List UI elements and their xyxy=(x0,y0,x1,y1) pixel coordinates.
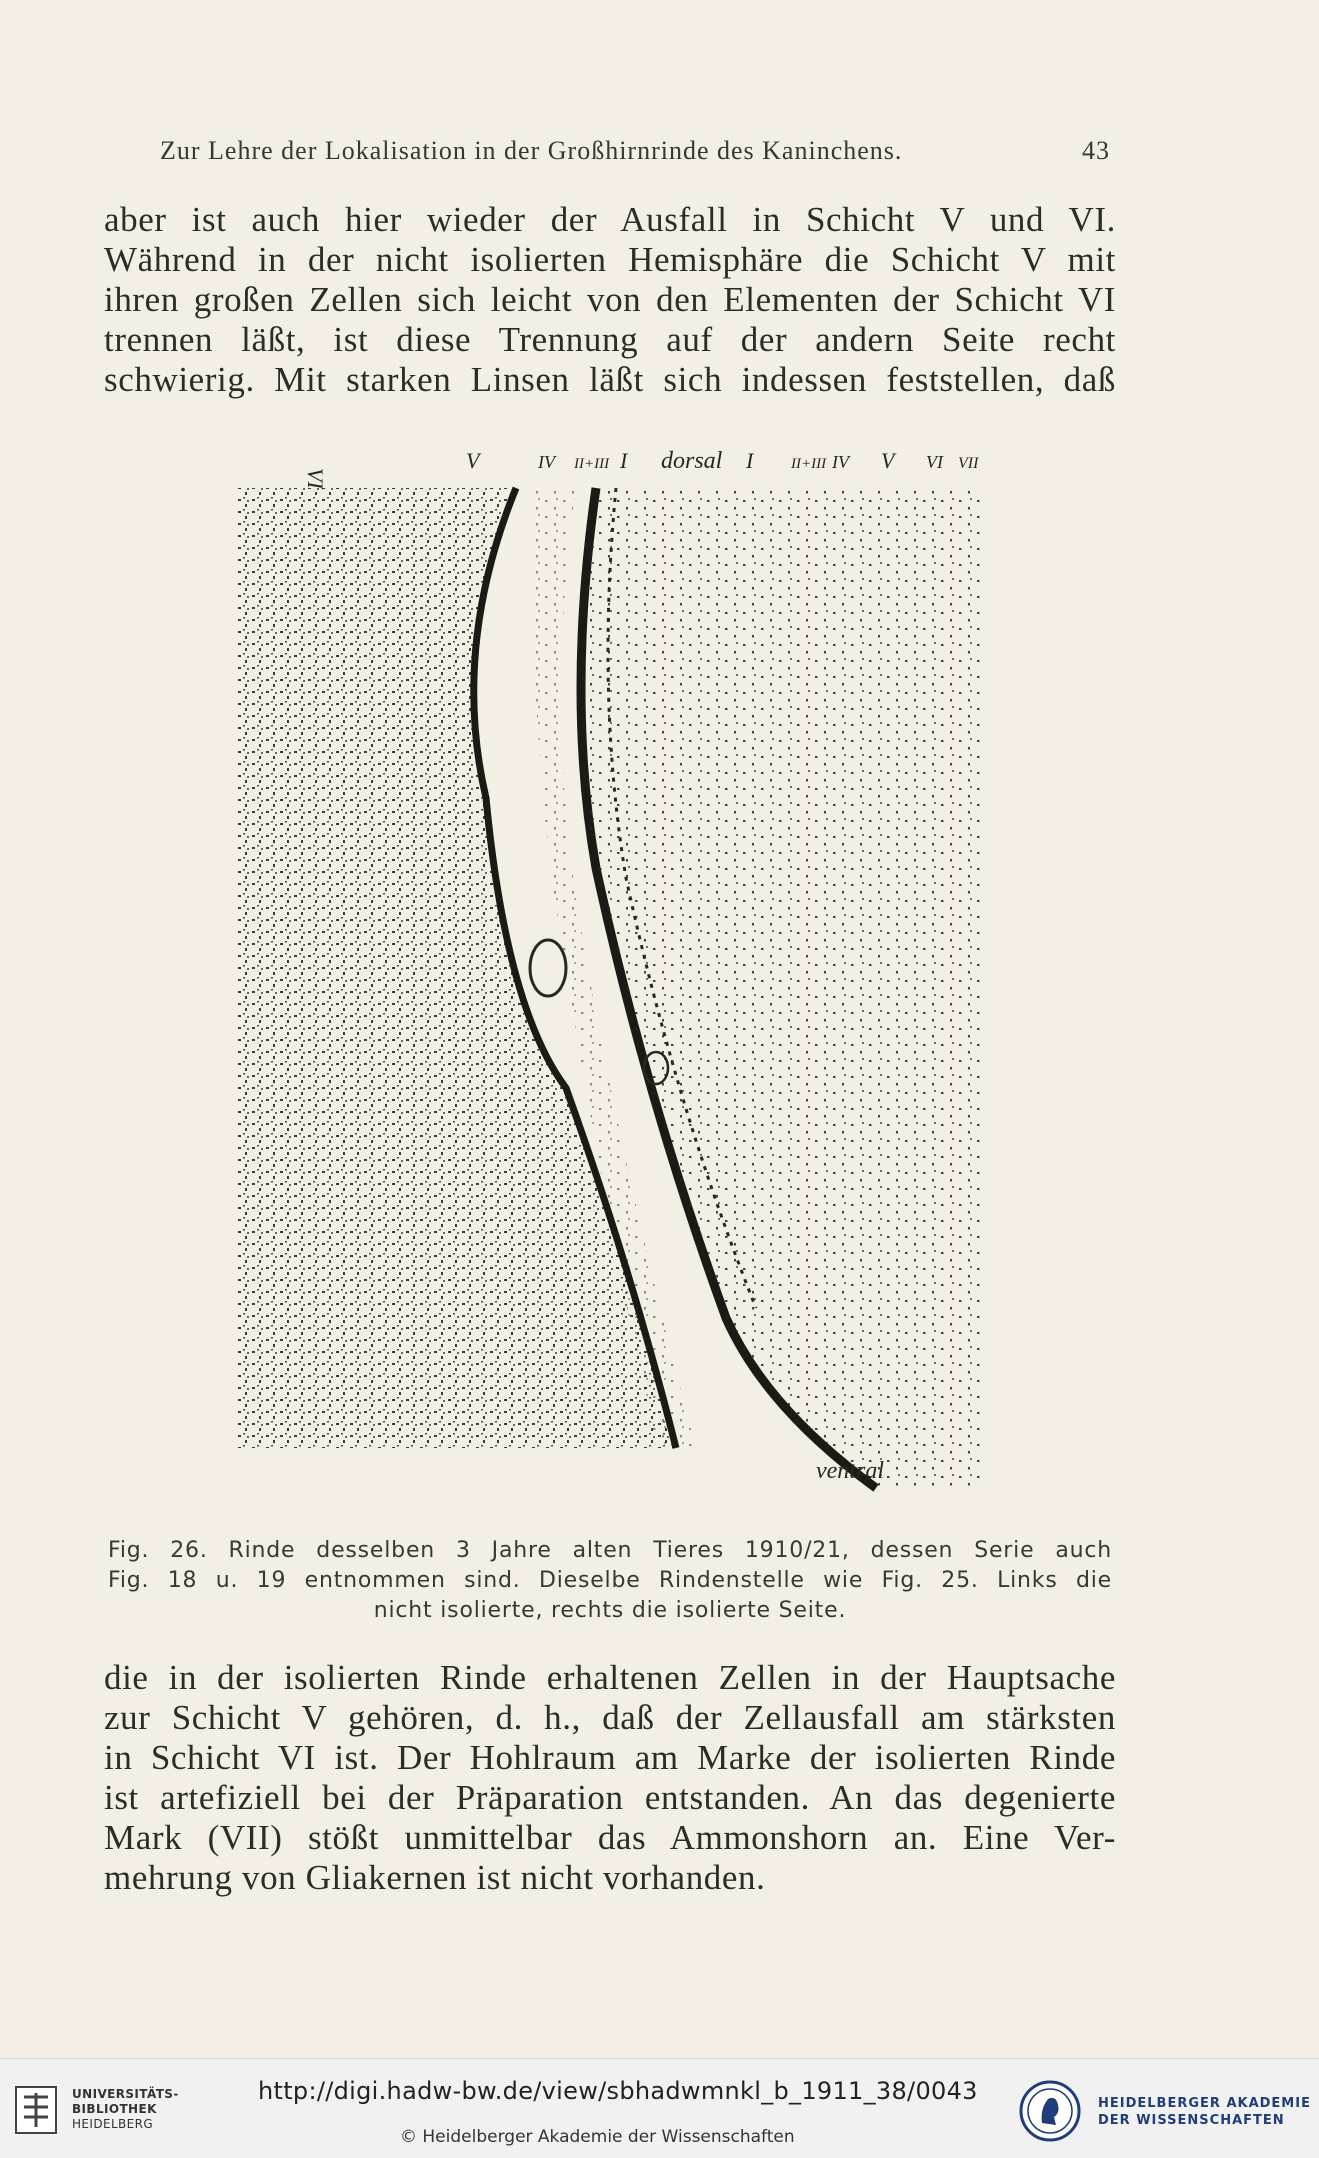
label-layer-ii-iii-left: II+III xyxy=(574,456,610,472)
text-line: in Schicht VI ist. Der Hohlraum am Marke der isolierten Rinde xyxy=(104,1738,1116,1777)
ub-line-3: HEIDELBERG xyxy=(72,2117,154,2131)
paragraph-top xyxy=(104,200,1116,400)
ub-line-2: BIBLIOTHEK xyxy=(72,2102,157,2116)
label-layer-iv-left: IV xyxy=(538,452,555,472)
text-line: die in der isolierten Rinde erhaltenen Zellen in der Hauptsache xyxy=(104,1658,1116,1697)
label-layer-i-left: I xyxy=(620,448,628,473)
text-line: Mark (VII) stößt unmittelbar das Ammonshorn an. Eine Ver- xyxy=(104,1818,1116,1857)
label-layer-iv-right: IV xyxy=(832,452,849,472)
cortex-section-figure xyxy=(236,448,984,1508)
text-line: ihren großen Zellen sich leicht von den Elementen der Schicht VI xyxy=(104,280,1116,319)
label-ventral: ventral xyxy=(816,1458,884,1484)
caption-line: Fig. 26. Rinde desselben 3 Jahre alten Tieres 1910/21, dessen Serie auch xyxy=(108,1538,1112,1563)
label-layer-vii-right: VII xyxy=(958,455,979,472)
document-url-link[interactable]: http://digi.hadw-bw.de/view/sbhadwmnkl_b_1911_38/0043 xyxy=(258,2077,978,2105)
academy-label[interactable] xyxy=(1098,2095,1311,2129)
text-line: Während in der nicht isolierten Hemisphäre die Schicht V mit xyxy=(104,240,1116,279)
text-line: mehrung von Gliakernen ist nicht vorhanden. xyxy=(104,1858,766,1897)
university-library-logo-icon[interactable] xyxy=(14,2085,58,2135)
academy-line-1: HEIDELBERGER AKADEMIE xyxy=(1098,2096,1311,2111)
label-layer-i-right: I xyxy=(746,448,754,473)
running-head-title: Zur Lehre der Lokalisation in der Großhirnrinde des Kaninchens. xyxy=(160,136,903,165)
copyright-text: © Heidelberger Akademie der Wissenschaften xyxy=(400,2127,795,2147)
label-layer-v-left: V xyxy=(466,448,480,473)
academy-line-2: DER WISSENSCHAFTEN xyxy=(1098,2113,1285,2128)
ub-line-1: UNIVERSITÄTS- xyxy=(72,2087,179,2101)
label-layer-ii-iii-right: II+III xyxy=(791,456,827,472)
academy-seal-icon[interactable] xyxy=(1018,2079,1082,2143)
page-number: 43 xyxy=(1082,136,1110,165)
text-line: zur Schicht V gehören, d. h., daß der Zellausfall am stärksten xyxy=(104,1698,1116,1737)
university-library-label[interactable] xyxy=(72,2087,179,2132)
text-line: ist artefiziell bei der Präparation entstanden. An das degenierte xyxy=(104,1778,1116,1817)
caption-line: nicht isolierte, rechts die isolierte Seite. xyxy=(373,1598,847,1623)
label-dorsal: dorsal xyxy=(661,448,723,474)
label-layer-vi-left: VI xyxy=(303,468,328,489)
paragraph-bottom xyxy=(104,1658,1116,1898)
caption-line: Fig. 18 u. 19 entnommen sind. Dieselbe Rindenstelle wie Fig. 25. Links die xyxy=(108,1568,1112,1593)
viewer-footer xyxy=(0,2058,1319,2158)
text-line: schwierig. Mit starken Linsen läßt sich indessen feststellen, daß xyxy=(104,360,1116,399)
label-layer-vi-right: VI xyxy=(926,452,943,472)
text-line: trennen läßt, ist diese Trennung auf der andern Seite recht xyxy=(104,320,1116,359)
figure-caption xyxy=(108,1536,1112,1626)
text-line: aber ist auch hier wieder der Ausfall in Schicht V und VI. xyxy=(104,200,1116,239)
label-layer-v-right: V xyxy=(881,448,895,473)
